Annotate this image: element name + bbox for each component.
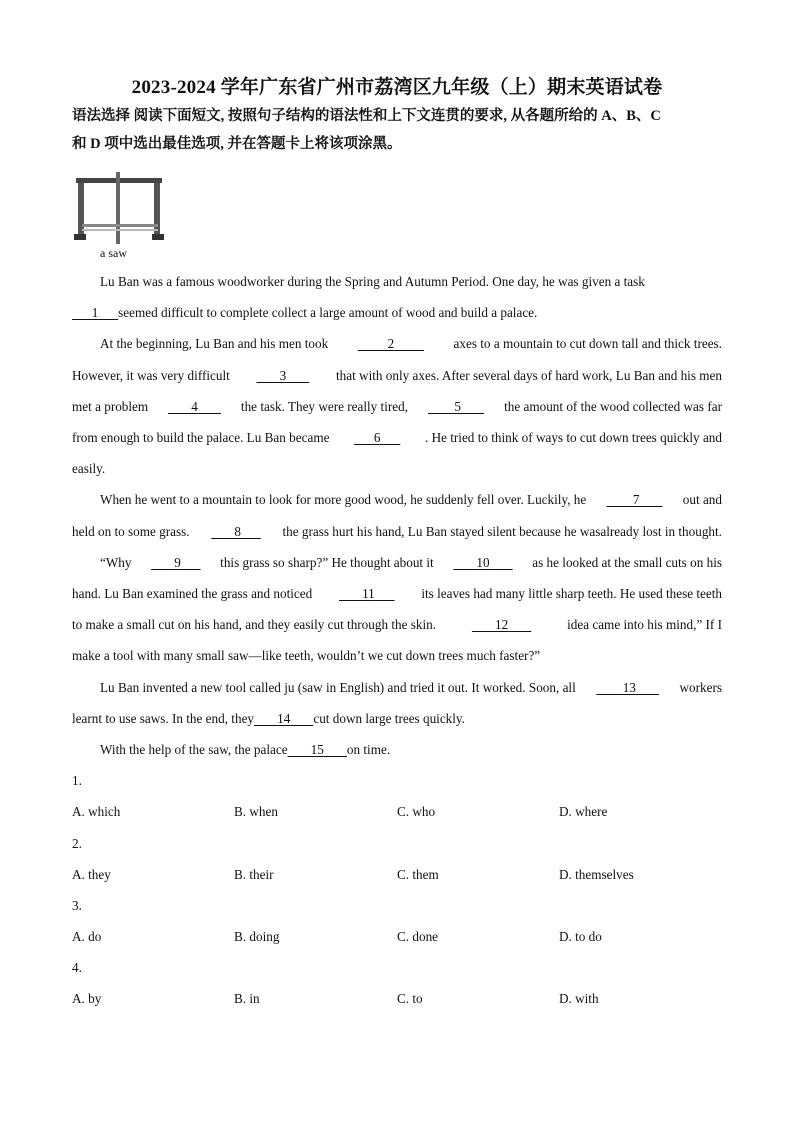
passage-line — [100, 336, 722, 352]
passage-text: held on to some grass. — [72, 524, 190, 539]
blank-10: 10 — [476, 555, 490, 570]
option-a[interactable]: A. they — [72, 867, 111, 882]
passage-line — [72, 617, 722, 633]
passage-line — [72, 711, 722, 727]
option-b[interactable]: B. doing — [234, 929, 280, 944]
option-d[interactable]: D. with — [559, 991, 599, 1006]
passage-text: . He tried to think of ways to cut down trees quickly and — [424, 430, 722, 445]
passage-text: cut down large trees quickly. — [313, 711, 465, 726]
passage-text: seemed difficult to complete collect a large amount of wood and build a palace. — [118, 305, 538, 320]
passage-text: the grass hurt his hand, Lu Ban stayed silent because he wasalready lost in thought. — [282, 524, 722, 539]
passage-text: axes to a mountain to cut down tall and thick trees. — [453, 336, 722, 351]
option-d[interactable]: D. to do — [559, 929, 602, 944]
blank-13: 13 — [622, 680, 636, 695]
option-a[interactable]: A. which — [72, 804, 121, 819]
blank-15: 15 — [310, 742, 324, 757]
passage-line — [100, 742, 722, 758]
passage-line — [100, 274, 722, 290]
instructions-line-1: 语法选择 阅读下面短文, 按照句子结构的语法性和上下文连贯的要求, 从各题所给的 A、B、C — [72, 108, 661, 124]
image-caption: a saw — [100, 246, 127, 260]
blank-7: 7 — [632, 492, 640, 507]
option-d[interactable]: D. themselves — [559, 867, 634, 882]
option-c[interactable]: C. them — [397, 867, 439, 882]
passage-text: the task. They were really tired, — [240, 399, 409, 414]
option-b[interactable]: B. their — [234, 867, 274, 882]
passage-text: However, it was very difficult — [72, 368, 230, 383]
question-number: 2. — [72, 836, 82, 851]
passage-text: workers — [679, 680, 722, 695]
blank-2: 2 — [387, 336, 395, 351]
passage-text: the amount of the wood collected was far — [504, 399, 722, 414]
passage-text: Lu Ban was a famous woodworker during the Spring and Autumn Period. One day, he was given a task — [100, 274, 645, 289]
passage-text: easily. — [72, 461, 106, 476]
passage-line — [72, 305, 722, 321]
passage-text: At the beginning, Lu Ban and his men took — [100, 336, 329, 351]
option-a[interactable]: A. do — [72, 929, 102, 944]
option-d[interactable]: D. where — [559, 804, 608, 819]
question-number: 4. — [72, 960, 82, 975]
option-a[interactable]: A. by — [72, 991, 102, 1006]
passage-text: learnt to use saws. In the end, they — [72, 711, 255, 726]
blank-9: 9 — [174, 555, 181, 570]
passage-text: from enough to build the palace. Lu Ban became — [72, 430, 330, 445]
section-instructions — [72, 102, 740, 158]
passage-text: With the help of the saw, the palace — [100, 742, 288, 757]
passage-text: its leaves had many little sharp teeth. He used these teeth — [421, 586, 722, 601]
option-c[interactable]: C. who — [397, 804, 436, 819]
blank-6: 6 — [373, 430, 381, 445]
instructions-line-2: 和 D 项中选出最佳选项, 并在答题卡上将该项涂黑。 — [72, 136, 402, 152]
passage-text: as he looked at the small cuts on his — [532, 555, 722, 570]
question-number: 3. — [72, 898, 82, 913]
passage-line — [100, 555, 722, 571]
passage-line — [72, 461, 722, 477]
passage-line — [72, 648, 722, 664]
blank-14: 14 — [277, 711, 291, 726]
passage-text: out and — [682, 492, 722, 507]
option-c[interactable]: C. done — [397, 929, 439, 944]
passage-text: When he went to a mountain to look for more good wood, he suddenly fell over. Luckily, he — [100, 492, 587, 507]
passage-line — [72, 399, 722, 415]
passage-text: that with only axes. After several days of hard work, Lu Ban and his men — [335, 368, 722, 383]
blank-5: 5 — [454, 399, 461, 414]
option-b[interactable]: B. when — [234, 804, 278, 819]
passage-text: “Why — [100, 555, 132, 570]
passage-line — [72, 586, 722, 602]
passage-text: met a problem — [72, 399, 149, 414]
passage-text: make a tool with many small saw—like teeth, wouldn’t we cut down trees much faster?” — [72, 648, 541, 663]
page-title: 2023-2024 学年广东省广州市荔湾区九年级（上）期末英语试卷 — [131, 77, 663, 98]
passage-line — [72, 368, 722, 384]
blank-4: 4 — [191, 399, 198, 414]
passage-line — [72, 524, 722, 540]
passage-text: Lu Ban invented a new tool called ju (saw in English) and tried it out. It worked. Soon, all — [100, 680, 576, 695]
blank-11: 11 — [362, 586, 375, 601]
passage-line — [100, 680, 722, 696]
blank-1: 1 — [91, 305, 99, 320]
passage-text: to make a small cut on his hand, and they easily cut through the skin. — [72, 617, 437, 632]
passage-text: this grass so sharp?” He thought about it — [220, 555, 434, 570]
passage-text: on time. — [346, 742, 391, 757]
question-number: 1. — [72, 773, 82, 788]
blank-3: 3 — [279, 368, 287, 383]
blank-12: 12 — [494, 617, 509, 632]
passage-text: hand. Lu Ban examined the grass and noticed — [72, 586, 313, 601]
passage-line — [72, 430, 722, 446]
passage-line — [100, 492, 722, 508]
blank-8: 8 — [234, 524, 241, 539]
option-b[interactable]: B. in — [234, 991, 260, 1006]
option-c[interactable]: C. to — [397, 991, 423, 1006]
saw-image — [72, 172, 168, 244]
passage-text: idea came into his mind,” If I — [567, 617, 722, 632]
